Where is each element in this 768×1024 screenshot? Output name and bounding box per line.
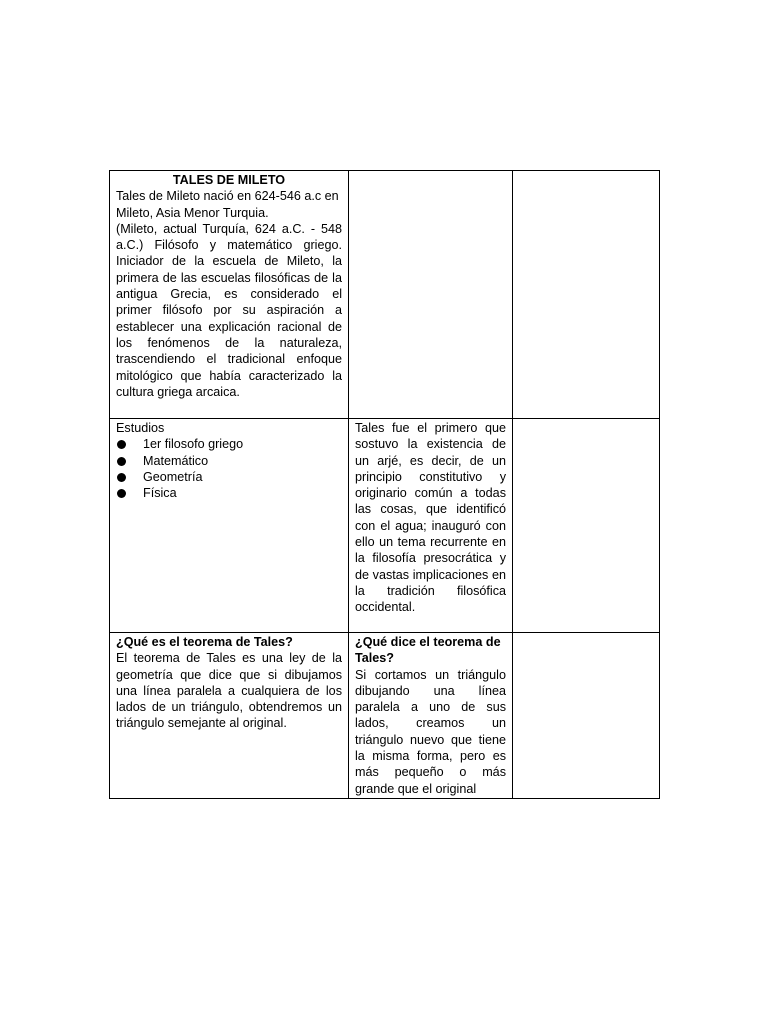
list-item [116,436,342,452]
studies-heading: Estudios [116,421,165,435]
table-cell-empty [349,171,513,419]
document-title: TALES DE MILETO [172,173,286,187]
bullet-icon [117,473,126,482]
table-cell-arje [349,419,513,633]
content-table [109,170,660,799]
bullet-icon [117,457,126,466]
table-row [110,419,660,633]
arje-paragraph: Tales fue el primero que sostuvo la existencia de un arjé, es decir, de un principio constitutivo y originario común a todas las cosas, que identificó con el agua; inauguró con ello un tema recurrente en la filosofía presocrática y de vastas implicaciones en la tradición filosófica occidental. [355,421,506,615]
theorem-statement-answer: Si cortamos un triángulo dibujando una línea paralela a uno de sus lados, creamos un triángulo nuevo que tiene la misma forma, pero es más pequeño o más grande que el original [355,667,506,796]
list-item-label: 1er filosofo griego [143,437,244,452]
table-row [110,633,660,799]
table-cell-theorem-definition [110,633,349,799]
list-item-label: Matemático [143,453,209,468]
bullet-icon [117,440,126,449]
table-cell-studies [110,419,349,633]
list-item [116,469,342,485]
table-cell-empty [513,633,660,799]
biography-paragraph: (Mileto, actual Turquía, 624 a.C. - 548 a.C.) Filósofo y matemático griego. Iniciador de la escuela de Mileto, la primera de las escuelas filosóficas de la antigua Grecia, es considerado el primer filósofo por su aspiración a establecer una explicación racional de los fenómenos de la naturaleza, trascendiendo el tradicional enfoque mitológico que había caracterizado la cultura griega arcaica. [116,221,342,399]
table-cell-theorem-statement [349,633,513,799]
studies-list [116,436,342,501]
table-row [110,171,660,419]
table-cell-empty [513,419,660,633]
table-cell-biography [110,171,349,419]
list-item-label: Física [143,486,177,501]
table-cell-empty [513,171,660,419]
list-item-label: Geometría [143,469,203,484]
theorem-question: ¿Qué es el teorema de Tales? [116,635,293,649]
bullet-icon [117,489,126,498]
list-item [116,453,342,469]
list-item [116,485,342,501]
theorem-statement-question: ¿Qué dice el teorema de Tales? [355,635,501,666]
theorem-answer: El teorema de Tales es una ley de la geometría que dice que si dibujamos una línea paralela a cualquiera de los lados de un triángulo, obtendremos un triángulo semejante al original. [116,651,342,731]
birth-text: Tales de Mileto nació en 624-546 a.c en Mileto, Asia Menor Turquia. [116,189,339,220]
